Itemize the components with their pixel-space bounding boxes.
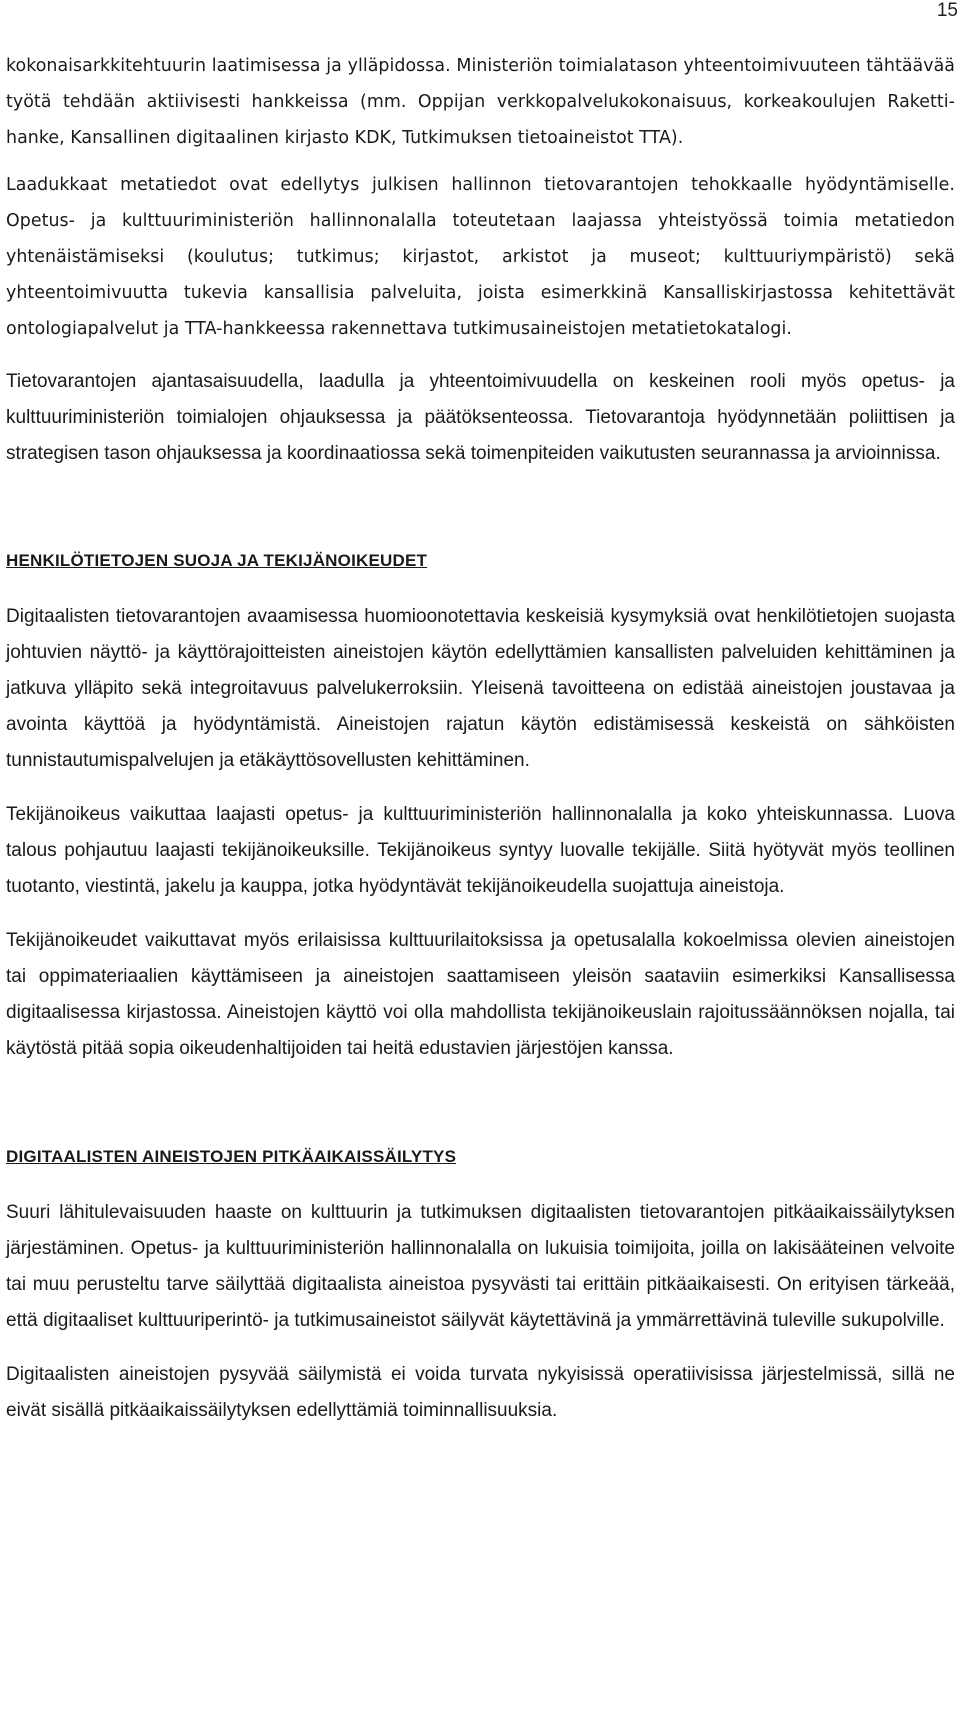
paragraph-interoperability-projects: kokonaisarkkitehtuurin laatimisessa ja ylläpidossa. Ministeriön toimialatason yhteentoimivuuteen tähtäävää työtä tehdään aktiivisesti hankkeissa (mm. Oppijan verkkopalvelukokonaisuus, korkeakoulujen Raketti-hanke, Kansallinen digitaalinen kirjasto KDK, Tutkimuksen tietoaineistot TTA). [6, 56, 955, 148]
paragraph-data-resource-steering: Tietovarantojen ajantasaisuudella, laadulla ja yhteentoimivuudella on keskeinen rooli myös opetus- ja kulttuuriministeriön toimialojen ohjauksessa ja päätöksenteossa. Tietovarantoja hyödynnetään poliittisen ja strategisen tason ohjauksessa ja koordinaatiossa sekä toimenpiteiden vaikutusten seurannassa ja arvioinnissa. [6, 371, 955, 464]
paragraph-personal-data-protection: Digitaalisten tietovarantojen avaamisessa huomioonotettavia keskeisiä kysymyksiä ovat henkilötietojen suojasta johtuvien näyttö- ja käyttörajoitteisten aineistojen käytön edellyttämien kansallisten palveluiden kehittäminen ja jatkuva ylläpito sekä integroitavuus palvelukerroksiin. Yleisenä tavoitteena on edistää aineistojen joustavaa ja avointa käyttöä ja hyödyntämistä. Aineistojen rajatun käytön edistämisessä keskeistä on sähköisten tunnistautumispalvelujen ja etäkäyttösovellusten kehittäminen. [6, 606, 955, 771]
paragraph-copyright-society: Tekijänoikeus vaikuttaa laajasti opetus- ja kulttuuriministeriön hallinnonalalla ja koko yhteiskunnassa. Luova talous pohjautuu laajasti tekijänoikeuksille. Tekijänoikeus syntyy luovalle tekijälle. Siitä hyötyvät myös teollinen tuotanto, viestintä, jakelu ja kauppa, jotka hyödyntävät tekijänoikeudella suojattuja aineistoja. [6, 804, 955, 897]
section-heading-privacy-copyright: HENKILÖTIETOJEN SUOJA JA TEKIJÄNOIKEUDET [6, 551, 428, 570]
paragraph-preservation-challenge: Suuri lähitulevaisuuden haaste on kulttuurin ja tutkimuksen digitaalisten tietovarantojen pitkäaikaissäilytyksen järjestäminen. Opetus- ja kulttuuriministeriön hallinnonalalla on lukuisia toimijoita, joilla on lakisääteinen velvoite tai muu perusteltu tarve säilyttää digitaalista aineistoa pysyvästi tai erittäin pitkäaikaisesti. On erityisen tärkeää, että digitaaliset kulttuuriperintö- ja tutkimusaineistot säilyvät käytettävinä ja ymmärrettävinä tuleville sukupolville. [6, 1202, 955, 1331]
paragraph-copyright-institutions: Tekijänoikeudet vaikuttavat myös erilaisissa kulttuurilaitoksissa ja opetusalalla kokoelmissa olevien aineistojen tai oppimateriaalien käyttämiseen ja aineistojen saattamiseen yleisön saataviin esimerkiksi Kansallisessa digitaalisessa kirjastossa. Aineistojen käyttö voi olla mahdollista tekijänoikeuslain rajoitussäännöksen nojalla, tai käytöstä pitää sopia oikeudenhaltijoiden tai heitä edustavien järjestöjen kanssa. [6, 930, 955, 1059]
page-number: 15 [936, 0, 958, 21]
paragraph-metadata-quality: Laadukkaat metatiedot ovat edellytys julkisen hallinnon tietovarantojen tehokkaalle hyödyntämiselle. Opetus- ja kulttuuriministeriön hallinnonalalla toteutetaan laajassa yhteistyössä toimia metatiedon yhtenäistämiseksi (koulutus; tutkimus; kirjastot, arkistot ja museot; kulttuuriympäristö) sekä yhteentoimivuutta tukevia kansallisia palveluita, joista esimerkkinä Kansalliskirjastossa kehitettävät ontologiapalvelut ja TTA-hankkeessa rakennettava tutkimusaineistojen metatietokatalogi. [6, 175, 955, 339]
section-heading-long-term-preservation: DIGITAALISTEN AINEISTOJEN PITKÄAIKAISSÄILYTYS [6, 1147, 457, 1166]
paragraph-operational-systems: Digitaalisten aineistojen pysyvää säilymistä ei voida turvata nykyisissä operatiivisissa järjestelmissä, sillä ne eivät sisällä pitkäaikaissäilytyksen edellyttämiä toiminnallisuuksia. [6, 1364, 955, 1421]
